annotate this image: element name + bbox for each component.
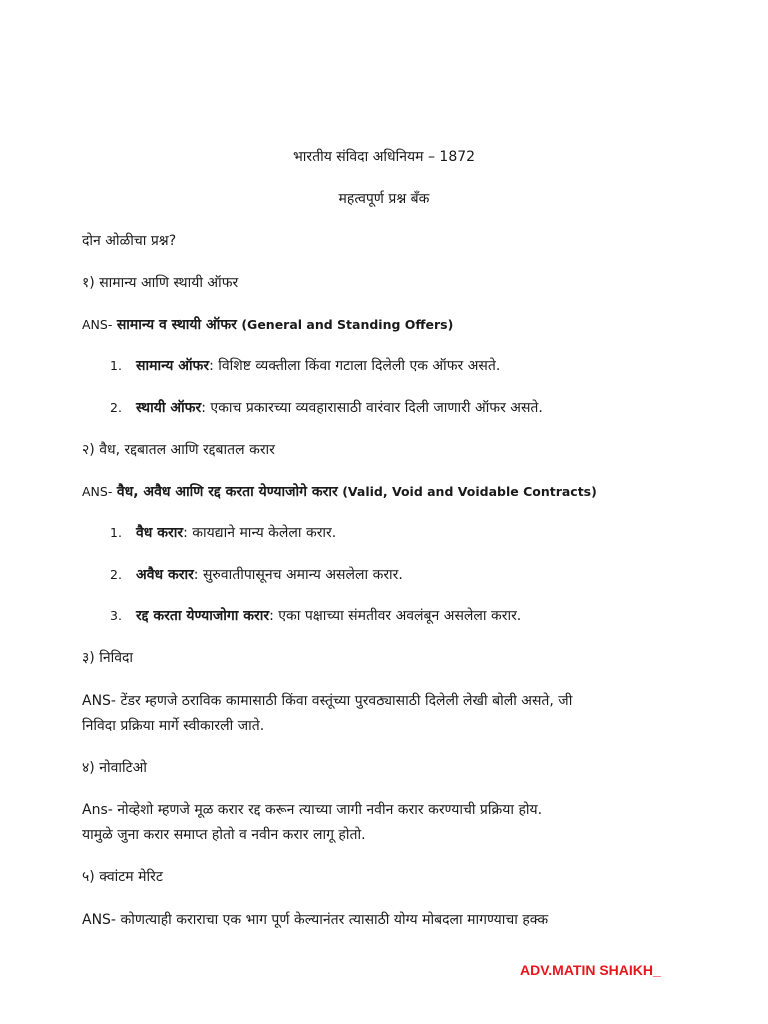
question-4: ४) नोवाटिओ	[82, 760, 148, 776]
list-item	[110, 607, 521, 625]
list-item	[110, 357, 500, 375]
answer-english: (General and Standing Offers)	[241, 317, 454, 332]
answer-5-line-1: ANS- कोणत्याही कराराचा एक भाग पूर्ण केल्यानंतर त्यासाठी योग्य मोबदला मागण्याचा हक्क	[82, 912, 549, 928]
answer-title: सामान्य व स्थायी ऑफर	[116, 317, 237, 333]
question-2: २) वैध, रद्दबातल आणि रद्दबातल करार	[82, 442, 275, 458]
question-1: १) सामान्य आणि स्थायी ऑफर	[82, 275, 239, 291]
list-text: : सुरुवातीपासूनच अमान्य असलेला करार.	[193, 567, 403, 583]
answer-4-line-1: Ans- नोव्हेशो म्हणजे मूळ करार रद्द करून त्याच्या जागी नवीन करार करण्याची प्रक्रिया होय.	[82, 802, 543, 818]
answer-prefix: ANS-	[82, 484, 113, 499]
answer-title: वैध, अवैध आणि रद्द करता येण्याजोगे करार	[116, 484, 338, 500]
list-term: वैध करार	[136, 525, 184, 541]
document-subtitle: महत्वपूर्ण प्रश्न बँक	[338, 191, 430, 207]
list-number: 1.	[110, 358, 122, 373]
list-number: 3.	[110, 608, 122, 623]
list-item	[110, 399, 543, 417]
question-3: ३) निविदा	[82, 650, 134, 666]
list-text: : विशिष्ट व्यक्तीला किंवा गटाला दिलेली एक ऑफर असते.	[209, 358, 501, 374]
question-5: ५) क्वांटम मेरिट	[82, 869, 163, 885]
list-number: 1.	[110, 525, 122, 540]
document-title: भारतीय संविदा अधिनियम – 1872	[292, 149, 476, 165]
list-term: रद्द करता येण्याजोगा करार	[136, 608, 270, 624]
answer-prefix: ANS-	[82, 317, 113, 332]
list-term: स्थायी ऑफर	[136, 400, 202, 416]
answer-3-line-2: निविदा प्रक्रिया मार्गे स्वीकारली जाते.	[82, 718, 265, 734]
list-item	[110, 524, 336, 542]
list-term: सामान्य ऑफर	[136, 358, 210, 374]
answer-1-heading	[82, 316, 453, 334]
list-number: 2.	[110, 400, 122, 415]
list-text: : एका पक्षाच्या संमतीवर अवलंबून असलेला करार.	[269, 608, 522, 624]
section-heading: दोन ओळीचा प्रश्न?	[82, 233, 177, 249]
answer-english: (Valid, Void and Voidable Contracts)	[342, 484, 597, 499]
answer-4-line-2: यामुळे जुना करार समाप्त होतो व नवीन करार लागू होतो.	[82, 827, 366, 843]
list-term: अवैध करार	[136, 567, 194, 583]
list-number: 2.	[110, 567, 122, 582]
answer-3-line-1: ANS- टेंडर म्हणजे ठराविक कामासाठी किंवा वस्तूंच्या पुरवठ्यासाठी दिलेली लेखी बोली असते, जी	[82, 693, 573, 709]
author-footer: ADV.MATIN SHAIKH_	[520, 962, 661, 978]
list-text: : कायद्याने मान्य केलेला करार.	[183, 525, 337, 541]
list-text: : एकाच प्रकारच्या व्यवहारासाठी वारंवार दिली जाणारी ऑफर असते.	[201, 400, 543, 416]
answer-2-heading	[82, 483, 597, 501]
list-item	[110, 566, 403, 584]
